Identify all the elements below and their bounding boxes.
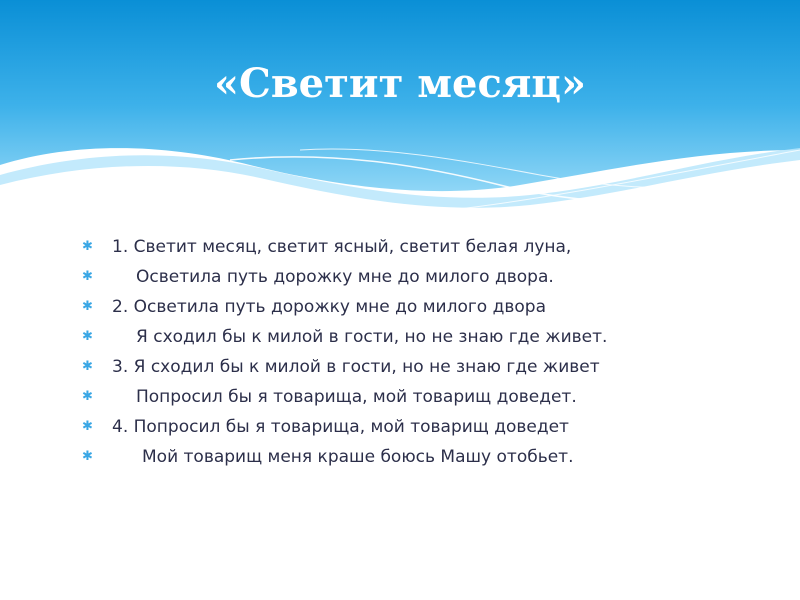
asterisk-icon: ✱ (82, 419, 93, 434)
list-item (82, 292, 607, 322)
asterisk-icon: ✱ (82, 389, 93, 404)
asterisk-icon: ✱ (82, 359, 93, 374)
list-item (82, 322, 607, 352)
line-text: 3. Я сходил бы к милой в гости, но не знаю где живет (112, 357, 600, 377)
song-lines-list (82, 232, 607, 472)
line-text: Осветила путь дорожку мне до милого двора. (136, 267, 554, 287)
list-item (82, 352, 607, 382)
header-wave-background (0, 0, 800, 230)
line-text: 1. Светит месяц, светит ясный, светит белая луна, (112, 237, 572, 257)
asterisk-icon: ✱ (82, 449, 93, 464)
line-text: 2. Осветила путь дорожку мне до милого двора (112, 297, 546, 317)
list-item (82, 382, 607, 412)
line-text: Попросил бы я товарища, мой товарищ доведет. (136, 387, 577, 407)
asterisk-icon: ✱ (82, 299, 93, 314)
line-text: Я сходил бы к милой в гости, но не знаю где живет. (136, 327, 608, 347)
asterisk-icon: ✱ (82, 269, 93, 284)
asterisk-icon: ✱ (82, 239, 93, 254)
line-text: 4. Попросил бы я товарища, мой товарищ доведет (112, 417, 569, 437)
list-item (82, 442, 607, 472)
asterisk-icon: ✱ (82, 329, 93, 344)
list-item (82, 262, 607, 292)
list-item (82, 232, 607, 262)
line-text: Мой товарищ меня краше боюсь Машу отобьет. (142, 447, 574, 467)
slide-title: «Светит месяц» (214, 60, 586, 107)
list-item (82, 412, 607, 442)
